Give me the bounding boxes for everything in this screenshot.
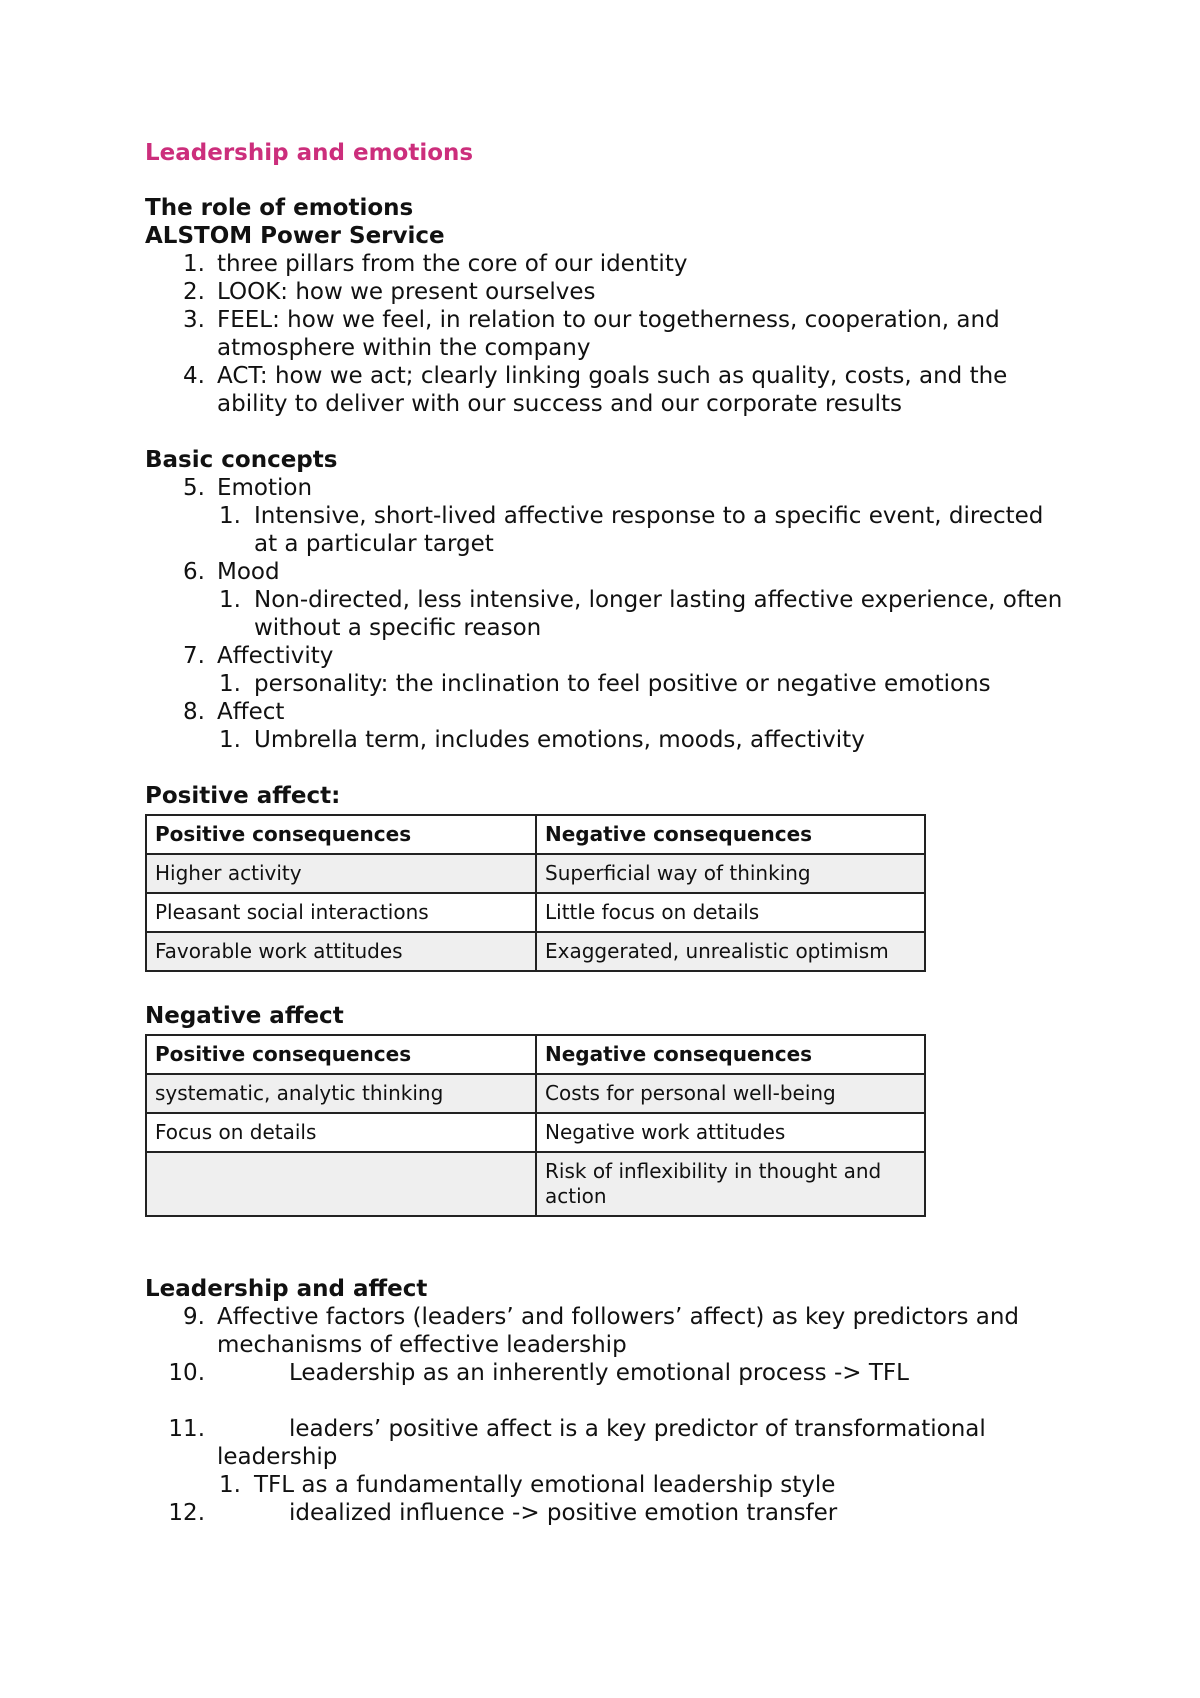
table-cell: Higher activity	[146, 854, 536, 893]
list-item: 3. FEEL: how we feel, in relation to our togetherness, cooperation, and atmosphere within the company	[183, 307, 1000, 361]
table-cell	[146, 1152, 536, 1216]
sub-list-item: 1. Non-directed, less intensive, longer lasting affective experience, often without a specific reason	[219, 587, 1063, 641]
positive-affect-heading: Positive affect:	[145, 783, 341, 809]
list-item: 12. idealized influence -> positive emotion transfer	[168, 1500, 838, 1526]
table-cell: Costs for personal well-being	[536, 1074, 925, 1113]
basic-concepts-list	[145, 474, 1065, 754]
sub-list-item: 1. TFL as a fundamentally emotional leadership style	[219, 1472, 836, 1498]
list-item: 10. Leadership as an inherently emotional process -> TFL	[168, 1360, 909, 1386]
table-row	[146, 854, 925, 893]
document-page	[145, 138, 1065, 1527]
table-cell: Exaggerated, unrealistic optimism	[536, 932, 925, 971]
table-header-cell: Positive consequences	[146, 1035, 536, 1074]
alstom-heading: ALSTOM Power Service	[145, 223, 445, 249]
list-item: 4. ACT: how we act; clearly linking goals such as quality, costs, and the ability to deliver with our success and our corporate results	[183, 363, 1008, 417]
table-cell: Risk of inflexibility in thought and action	[536, 1152, 925, 1216]
negative-affect-table	[145, 1034, 926, 1217]
table-cell: systematic, analytic thinking	[146, 1074, 536, 1113]
list-item: 2. LOOK: how we present ourselves	[183, 279, 596, 305]
role-heading: The role of emotions	[145, 195, 414, 221]
table-header-row	[146, 1035, 925, 1074]
document-title: Leadership and emotions	[145, 140, 474, 166]
table-row	[146, 1152, 925, 1216]
table-row	[146, 893, 925, 932]
sub-list-item: 1. Intensive, short-lived affective response to a specific event, directed at a particular target	[219, 503, 1044, 557]
basic-concepts-heading: Basic concepts	[145, 447, 338, 473]
table-cell: Favorable work attitudes	[146, 932, 536, 971]
table-header-cell: Negative consequences	[536, 815, 925, 854]
table-row	[146, 1113, 925, 1152]
sub-list-item: 1. Umbrella term, includes emotions, moods, affectivity	[219, 727, 865, 753]
table-header-row	[146, 815, 925, 854]
table-cell: Negative work attitudes	[536, 1113, 925, 1152]
leadership-affect-list	[145, 1303, 1065, 1527]
list-item: 5. Emotion	[183, 475, 313, 501]
sub-list-item: 1. personality: the inclination to feel positive or negative emotions	[219, 671, 991, 697]
table-row	[146, 932, 925, 971]
negative-affect-heading: Negative affect	[145, 1003, 344, 1029]
list-item: 7. Affectivity	[183, 643, 334, 669]
table-header-cell: Positive consequences	[146, 815, 536, 854]
list-item: 8. Affect	[183, 699, 285, 725]
table-cell: Focus on details	[146, 1113, 536, 1152]
alstom-list	[145, 250, 1065, 418]
table-cell: Pleasant social interactions	[146, 893, 536, 932]
list-item: 11. leaders’ positive affect is a key predictor of transformational leadership	[168, 1416, 986, 1470]
table-cell: Little focus on details	[536, 893, 925, 932]
table-header-cell: Negative consequences	[536, 1035, 925, 1074]
positive-affect-table	[145, 814, 926, 972]
table-row	[146, 1074, 925, 1113]
leadership-affect-heading: Leadership and affect	[145, 1276, 428, 1302]
list-item: 6. Mood	[183, 559, 280, 585]
table-cell: Superficial way of thinking	[536, 854, 925, 893]
list-item: 9. Affective factors (leaders’ and followers’ affect) as key predictors and mechanisms of effective leadership	[183, 1304, 1020, 1358]
list-item: 1. three pillars from the core of our identity	[183, 251, 688, 277]
